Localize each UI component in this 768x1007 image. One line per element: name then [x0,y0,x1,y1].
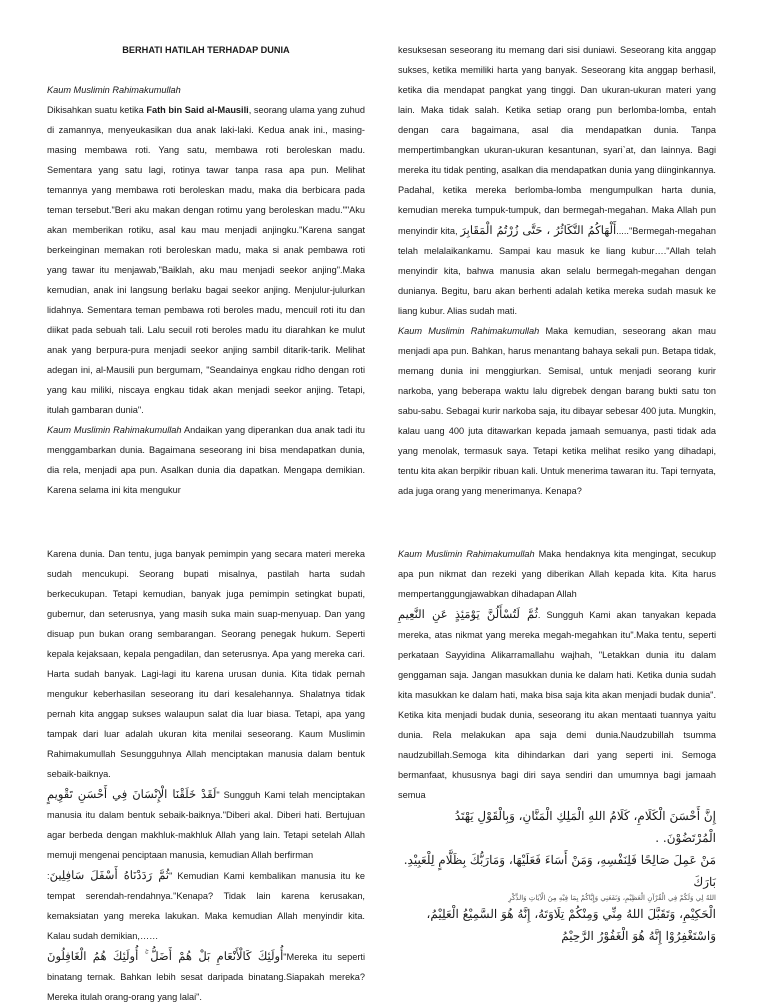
document-title: BERHATI HATILAH TERHADAP DUNIA [122,45,290,55]
arabic-verse: ثُمَّ رَدَدْنَاهُ أَسْفَلَ سَافِلِينَ [49,868,170,882]
text-run: . Sungguh Kami akan tanyakan kepada mereka, atas nikmat yang mereka megah-megahkan itu".Maka tentu, seperti perkataan Sayyidina Alikarramallahu wajhah, "Letakkan dunia itu dalam genggaman saja. Jangan masukkan dunia ke dalam hati. Ketika dunia sudah kita masukkan ke dalam hati, maka bisa saja kita akan menjadi budak dunia". Ketika kita menjadi budak dunia, seseorang itu akan mentaati tuannya yaitu dunia. Rela melakukan apa saja demi dunia.Naudzubillah tsumma naudzubillah.Semoga kita dihindarkan dari yang seperti ini. Semoga bermanfaat, khususnya bagi diri saya sendiri dan umumnya bagi jamaah semua [398,610,716,800]
closing-arabic-line: وَاسْتَغْفِرُوْا إِنَّهُ هُوَ الْغَفُوْرُ الرَّحِيْمُ [561,929,716,943]
bold-name: Fath bin Said al-Mausili [146,105,249,115]
paragraph [47,865,365,946]
salutation-inline: Kaum Muslimin Rahimakumullah [398,326,540,336]
paragraph [398,544,716,604]
closing-arabic-small: اللهُ لِي وَلَكُمْ فِي الْقُرْآنِ الْعَظِيْمِ، وَنَفَعَنِي وَإِيَّاكُمْ بِمَا فِيْهِ مِنَ الْآيَاتِ وَالذِّكْرِ [508,894,716,902]
paragraph: Karena dunia. Dan tentu, juga banyak pemimpin yang secara materi mereka sudah mencukupi. Seorang bupati misalnya, pastilah harta sudah berkecukupan. Tetapi kemudian, banyak juga pemimpin setingkat bupati, gubernur, dan seterusnya, yang masih suka main suap-menyuap. Dan yang disuap pun bukan orang sembarangan. Seorang penegak hukum. Seperti kepala kejaksaan, kepala pengadilan, dan seterusnya. Apa yang mereka cari. Harta sudah banyak. Lagi-lagi itu karena urusan dunia. Kita tidak pernah mengukur keberhasilan seseorang itu dari kesalehannya. Shalatnya tidak pernah kita anggap sukses walaupun salat dia luar biasa. Tetapi, apa yang tampak dari luar adalah ukuran kita menilai seseorang. Kaum Muslimin Rahimakumullah Sesungguhnya Allah menciptakan manusia dalam bentuk sebaik-baiknya. [47,549,365,779]
text-run: kesuksesan seseorang itu memang dari sisi duniawi. Seseorang kita anggap sukses, ketika memiliki harta yang banyak. Seseorang kita anggap berhasil, ketika dia mendapat pangkat yang tinggi. Dan ukuran-ukuran materi yang lain. Maka tidak salah. Ketika setiap orang pun berlomba-lomba, entah dengan cara bagaimana, asal dia mendapatkan dunia. Tanpa mempertimbangkan ukuran-ukuran kesantunan, syari`at, dan lainnya. Bagi mereka itu tidak penting, asalkan dia mendapatkan dunia yang diinginkannya. Padahal, ketika mereka berlomba-lomba mengumpulkan harta dunia, kemudian mereka tumpuk-tumpuk, dan bermegah-megahan. Maka Allah pun menyindir kita, [398,45,716,236]
page2-column-left [47,544,365,1007]
salutation: Kaum Muslimin Rahimakumullah [47,85,181,95]
text-run: : [47,871,50,881]
closing-arabic-line: مَنْ عَمِلَ صَالِحًا فَلِنَفْسِهِ، وَمَنْ أَسَاءَ فَعَلَيْهَا، وَمَارَبُّكَ بِظَلَّامٍ لِلْعَبِيْدِ. بَارَكَ [403,853,716,889]
text-run: " Sungguh Kami telah menciptakan manusia itu dalam bentuk sebaik-baiknya."Diberi akal. Diberi hati. Bertujuan agar berbeda dengan makhluk-makhluk Allah yang lain. Tetapi setelah Allah memuji mengenai penciptaan manusia, kemudian Allah berfirman [47,790,365,860]
arabic-verse: أَلْهَاكُمُ التَّكَاثُرُ ، حَتَّى زُرْتُمُ الْمَقَابِرَ [460,223,617,237]
paragraph [47,946,365,1007]
paragraph [47,420,365,500]
page1-column-left [47,40,365,500]
arabic-verse: لَقَدْ خَلَقْنَا الْإِنْسَانَ فِي أَحْسَنِ تَقْوِيمٍ [47,787,217,801]
arabic-verse: ثُمَّ لَتُسْأَلُنَّ يَوْمَئِذٍ عَنِ النَّعِيمِ [398,607,538,621]
text-run: Maka kemudian, seseorang akan mau menjadi apa pun. Bahkan, harus menantang bahaya sekali pun. Betapa tidak, memang dunia ini menggiurkan. Semisal, untuk menjadi seorang kurir narkoba, yang beberapa waktu lalu digrebek dengan barang bukti satu ton sabu-sabu. Sebagai kurir narkoba saja, itu dibayar sebesar 400 juta. Mungkin, kalau uang 400 juta ditawarkan kepada jamaah semuanya, pasti tidak ada yang menolak, termasuk saya. Tetapi ketika melihat resiko yang dihadapi, tentu kita akan berpikir ribuan kali. Untuk menerima tawaran itu. Tapi ternyata, ada juga orang yang menerimanya. Kenapa? [398,326,716,496]
closing-arabic-line: الْحَكِيْمِ، وَتَقَبَّلَ اللهُ مِنِّي وَمِنْكُمْ تِلَاوَتَهُ، إِنَّهُ هُوَ السَّمِيْعُ الْعَلِيْمُ، [426,907,716,921]
page2-column-right [398,544,716,947]
text-run: " Kemudian Kami kembalikan manusia itu ke tempat serendah-rendahnya."Kenapa? Tidak lain karena kerusakan, kemaksiatan yang mereka lakukan. Maka kemudian Allah menyindir kita. Kalau sudah demikian,…… [47,871,365,941]
paragraph [398,604,716,805]
text-run: Andaikan yang diperankan dua anak tadi itu menggambarkan dunia. Bagaimana seseorang ini bisa mendapatkan dunia, dia rela, menjadi apa pun. Asalkan dunia dia dapatkan. Mengapa demikian. Karena selama ini kita mengukur [47,425,365,495]
salutation-inline: Kaum Muslimin Rahimakumullah [47,425,182,435]
paragraph [47,784,365,865]
paragraph [398,321,716,501]
text-run: Dikisahkan suatu ketika [47,105,147,115]
salutation-inline: Kaum Muslimin Rahimakumullah [398,549,535,559]
closing-arabic-line: إِنَّ أَحْسَنَ الْكَلَامِ، كَلَامُ اللهِ الْمَلِكِ الْمَنَّانِ، وَبِالْقَوْلِ يَهْتَدُ الْمُرْتَضُوْنَ. . [454,809,716,845]
page1-column-right [398,40,716,501]
text-run: ....."Bermegah-megahan telah melalaikankamu. Sampai kau masuk ke liang kubur…."Allah telah menyindir kita, bahwa manusia akan selalu bermegah-megahan dengan dunianya. Begitu, baru akan berhenti adalah ketika mereka sudah masuk ke liang kubur. Alias sudah mati. [398,226,716,316]
text-run: Maka hendaknya kita mengingat, secukup apa pun nikmat dan rezeki yang diberikan Allah kepada kita. Kita harus mempertanggungjawabkan dihadapan Allah [398,549,716,599]
paragraph [47,100,365,420]
arabic-verse: أُولَئِكَ كَالْأَنْعَامِ بَلْ هُمْ أَضَلُّ ۚ أُولَئِكَ هُمُ الْغَافِلُونَ [47,949,284,963]
paragraph [398,40,716,321]
text-run: "Mereka itu seperti binatang ternak. Bahkan lebih sesat daripada binatang.Siapakah mereka? Mereka itulah orang-orang yang lalai". [47,952,365,1002]
text-run: , seorang ulama yang zuhud di zamannya, menyeukasikan dua anak laki-laki. Kedua anak ini., masing-masing membawa roti. Yang satu, membawa roti beroleskan madu. Sementara yang satu lagi, rotinya tawar tanpa rasa apa pun. Melihat temannya yang membawa roti beroleskan madu, maka dia berbicara pada teman tersebut."Beri aku makan dengan rotimu yang beroleskan madu.""Aku akan memberikan rotiku, asal kau mau menjadi anjingku."Karena sangat berkeinginan memakan roti beroleskan madu, maka si anak pembawa roti yang tawar itu menjawab,"Baiklah, aku mau menjadi seekor anjing".Maka kemudian, anak ini langsung berlaku bagai seekor anjing. Menjulur-julurkan lidahnya. Sementara teman pembawa roti beroles madu, mencuil roti itu dan diikat pada sebuah tali. Lalu secuil roti beroles madu itu diarahkan ke mulut anak yang berpura-pura menjadi seekor anjing sambil ditarik-tarik. Melihat adegan ini, al-Mausili pun bergumam, "Seandainya engkau ridho dengan roti yang kau miliki, niscaya engkau tidak akan menjadi seekor anjing. Tetapi, itulah gambaran dunia". [47,105,365,415]
